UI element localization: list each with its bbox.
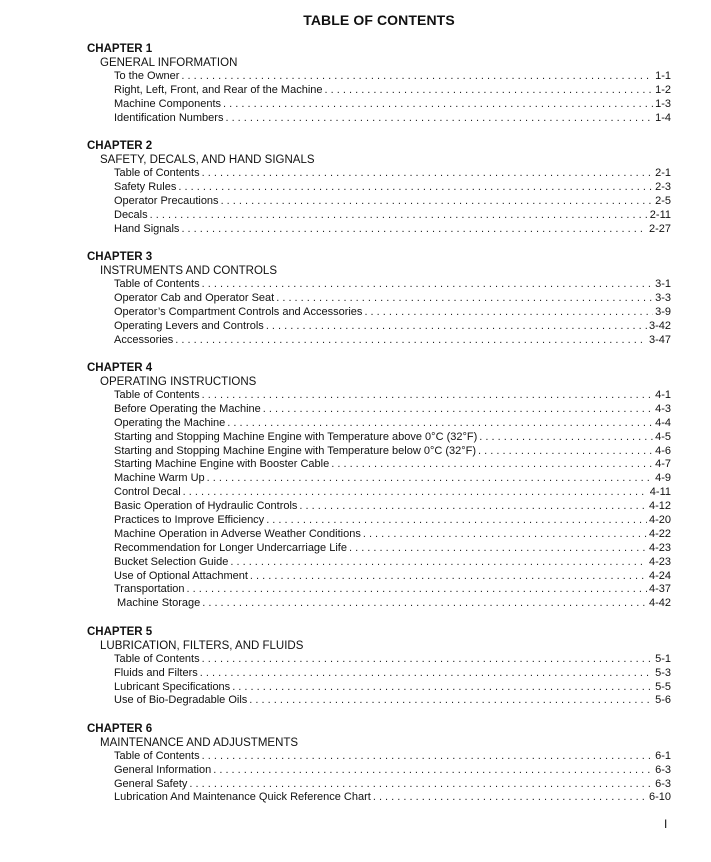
- entry-page: 4-24: [648, 569, 671, 582]
- dot-leader: [223, 98, 653, 112]
- entry-label: Recommendation for Longer Undercarriage Life: [114, 541, 347, 554]
- entry-label: Practices to Improve Efficiency: [114, 513, 265, 526]
- entry-label: Use of Optional Attachment: [114, 569, 248, 582]
- toc-entry[interactable]: [87, 209, 671, 223]
- entry-label: Table of Contents: [114, 167, 200, 180]
- entry-label: Identification Numbers: [114, 111, 224, 124]
- entry-label: Operator Cab and Operator Seat: [114, 291, 275, 304]
- toc-entry[interactable]: [87, 542, 671, 556]
- dot-leader: [227, 417, 653, 431]
- toc-entry[interactable]: [87, 98, 671, 112]
- toc-entry[interactable]: [87, 195, 671, 209]
- dot-leader: [232, 681, 653, 695]
- chapter-label: CHAPTER 1: [87, 43, 153, 55]
- chapter-6: [87, 722, 671, 806]
- toc-entry[interactable]: [87, 583, 671, 597]
- entry-label: Basic Operation of Hydraulic Controls: [114, 500, 298, 513]
- entry-label: To the Owner: [114, 70, 180, 82]
- dot-leader: [178, 181, 653, 195]
- dot-leader: [249, 694, 653, 708]
- entry-page: 4-3: [655, 402, 671, 415]
- entry-label: General Safety: [114, 777, 188, 790]
- entry-page: 6-1: [655, 749, 671, 762]
- dot-leader: [202, 597, 647, 611]
- entry-label: Operator Precautions: [114, 194, 219, 207]
- dot-leader: [202, 167, 653, 181]
- dot-leader: [200, 667, 653, 681]
- entry-page: 3-3: [655, 291, 671, 304]
- entry-page: 6-3: [655, 763, 671, 776]
- toc-entry[interactable]: [87, 791, 671, 805]
- toc-entry[interactable]: [87, 431, 671, 445]
- entry-page: 4-6: [655, 444, 671, 457]
- entry-page: 3-9: [655, 305, 671, 318]
- entry-page: 2-3: [655, 180, 671, 193]
- entry-label: Decals: [114, 208, 148, 221]
- chapter-title: SAFETY, DECALS, AND HAND SIGNALS: [100, 154, 315, 167]
- entry-label: General Information: [114, 763, 212, 776]
- entry-label: Safety Rules: [114, 180, 177, 193]
- dot-leader: [187, 583, 647, 597]
- dot-leader: [213, 764, 653, 778]
- dot-leader: [479, 431, 653, 445]
- entry-label: Operator’s Compartment Controls and Accessories: [114, 305, 363, 318]
- entry-page: 2-11: [649, 208, 671, 221]
- entry-page: 4-7: [655, 458, 671, 471]
- chapter-label: CHAPTER 2: [87, 140, 153, 153]
- dot-leader: [363, 528, 647, 542]
- dot-leader: [331, 458, 653, 472]
- toc-entry[interactable]: [87, 320, 671, 334]
- entry-page: 1-2: [655, 83, 671, 96]
- entry-label: Machine Storage: [114, 597, 201, 610]
- toc-entry[interactable]: [87, 181, 671, 195]
- entry-page: 5-6: [655, 694, 671, 707]
- toc-entry[interactable]: [87, 334, 671, 348]
- toc-entry[interactable]: [87, 70, 671, 84]
- toc-entry[interactable]: [87, 486, 671, 500]
- page-title: TABLE OF CONTENTS: [303, 12, 455, 28]
- entry-page: 1-4: [655, 111, 671, 124]
- chapter-3: [87, 250, 671, 347]
- dot-leader: [276, 292, 653, 306]
- dot-leader: [266, 514, 647, 528]
- chapter-4: [87, 361, 671, 611]
- entry-page: 5-3: [655, 666, 671, 679]
- entry-label: Table of Contents: [114, 749, 200, 762]
- entry-label: Accessories: [114, 333, 174, 346]
- entry-label: Hand Signals: [114, 222, 180, 235]
- chapter-label: CHAPTER 5: [87, 625, 153, 638]
- entry-page: 4-1: [655, 388, 671, 401]
- dot-leader: [175, 334, 647, 348]
- entry-page: 2-27: [648, 222, 671, 235]
- toc-entry[interactable]: [87, 764, 671, 778]
- chapter-title: INSTRUMENTS AND CONTROLS: [100, 265, 277, 278]
- entry-page: 3-47: [648, 333, 671, 346]
- dot-leader: [250, 570, 647, 584]
- toc-entry[interactable]: [87, 750, 671, 764]
- dot-leader: [207, 472, 653, 486]
- toc-entry[interactable]: [87, 389, 671, 403]
- chapter-5: [87, 625, 671, 709]
- dot-leader: [202, 278, 653, 292]
- toc-entry[interactable]: [87, 223, 671, 237]
- entry-page: 6-3: [655, 777, 671, 790]
- dot-leader: [181, 223, 647, 237]
- entry-page: 4-23: [648, 555, 671, 568]
- dot-leader: [349, 542, 647, 556]
- table-of-contents: [87, 42, 671, 819]
- dot-leader: [325, 84, 654, 98]
- dot-leader: [263, 403, 653, 417]
- dot-leader: [364, 306, 653, 320]
- entry-page: 3-1: [655, 278, 671, 291]
- entry-label: Right, Left, Front, and Rear of the Machine: [114, 83, 323, 96]
- entry-label: Table of Contents: [114, 652, 200, 665]
- entry-page: 2-1: [655, 167, 671, 180]
- entry-page: 6-10: [648, 791, 671, 804]
- toc-entry[interactable]: [87, 778, 671, 792]
- entry-page: 4-22: [648, 527, 671, 540]
- entry-label: Before Operating the Machine: [114, 402, 261, 415]
- chapter-label: CHAPTER 6: [87, 722, 153, 735]
- toc-entry[interactable]: [87, 514, 671, 528]
- chapter-2: [87, 139, 671, 236]
- entry-label: Machine Components: [114, 97, 222, 110]
- entry-label: Machine Operation in Adverse Weather Conditions: [114, 527, 361, 540]
- entry-label: Lubrication And Maintenance Quick Reference Chart: [114, 791, 371, 804]
- entry-page: 4-11: [649, 486, 671, 499]
- entry-label: Operating Levers and Controls: [114, 319, 264, 332]
- dot-leader: [221, 195, 654, 209]
- dot-leader: [150, 209, 648, 223]
- dot-leader: [181, 70, 653, 84]
- entry-label: Starting and Stopping Machine Engine with Temperature above 0°C (32°F): [114, 430, 478, 443]
- toc-entry[interactable]: [87, 694, 671, 708]
- chapter-title: MAINTENANCE AND ADJUSTMENTS: [100, 736, 299, 749]
- dot-leader: [183, 486, 648, 500]
- dot-leader: [202, 389, 653, 403]
- entry-page: 1-3: [655, 97, 671, 110]
- entry-label: Control Decal: [114, 486, 181, 499]
- toc-entry[interactable]: [87, 167, 671, 181]
- chapter-label: CHAPTER 3: [87, 251, 153, 264]
- dot-leader: [299, 500, 647, 514]
- entry-label: Use of Bio-Degradable Oils: [114, 694, 248, 707]
- entry-page: 5-5: [655, 680, 671, 693]
- toc-entry[interactable]: [87, 681, 671, 695]
- entry-label: Fluids and Filters: [114, 666, 198, 679]
- entry-page: 4-12: [648, 500, 671, 513]
- entry-page: 4-4: [655, 416, 671, 429]
- entry-page: 4-42: [648, 597, 671, 610]
- toc-entry[interactable]: [87, 278, 671, 292]
- dot-leader: [373, 791, 647, 805]
- toc-entry[interactable]: [87, 403, 671, 417]
- entry-page: 3-42: [648, 319, 671, 332]
- toc-entry[interactable]: [87, 458, 671, 472]
- entry-label: Starting and Stopping Machine Engine with Temperature below 0°C (32°F): [114, 444, 477, 457]
- toc-entry[interactable]: [87, 292, 671, 306]
- dot-leader: [230, 556, 647, 570]
- entry-page: 4-20: [648, 513, 671, 526]
- toc-entry[interactable]: [87, 653, 671, 667]
- toc-entry[interactable]: [87, 597, 671, 611]
- toc-entry[interactable]: [87, 570, 671, 584]
- entry-label: Bucket Selection Guide: [114, 555, 229, 568]
- entry-label: Lubricant Specifications: [114, 680, 231, 693]
- entry-label: Table of Contents: [114, 388, 200, 401]
- entry-page: 4-9: [655, 472, 671, 485]
- toc-entry[interactable]: [87, 306, 671, 320]
- dot-leader: [225, 112, 653, 126]
- toc-entry[interactable]: [87, 500, 671, 514]
- chapter-title: GENERAL INFORMATION: [100, 57, 238, 69]
- entry-label: Table of Contents: [114, 278, 200, 291]
- dot-leader: [202, 653, 653, 667]
- dot-leader: [189, 778, 653, 792]
- entry-label: Machine Warm Up: [114, 472, 205, 485]
- toc-entry[interactable]: [87, 417, 671, 431]
- toc-entry[interactable]: [87, 528, 671, 542]
- entry-page: 4-5: [655, 430, 671, 443]
- entry-page: 1-1: [655, 70, 671, 82]
- toc-entry[interactable]: [87, 472, 671, 486]
- entry-label: Operating the Machine: [114, 416, 226, 429]
- entry-page: 5-1: [655, 652, 671, 665]
- toc-entry[interactable]: [87, 112, 671, 126]
- page-number-marker: I: [664, 817, 668, 831]
- chapter-label: CHAPTER 4: [87, 361, 153, 374]
- entry-label: Starting Machine Engine with Booster Cable: [114, 458, 330, 471]
- toc-entry[interactable]: [87, 556, 671, 570]
- chapter-title: OPERATING INSTRUCTIONS: [100, 375, 257, 388]
- chapter-title: LUBRICATION, FILTERS, AND FLUIDS: [100, 639, 304, 652]
- toc-entry[interactable]: [87, 445, 671, 459]
- chapter-1: [87, 42, 671, 126]
- entry-label: Transportation: [114, 583, 185, 596]
- entry-page: 4-23: [648, 541, 671, 554]
- dot-leader: [266, 320, 647, 334]
- dot-leader: [202, 750, 653, 764]
- toc-entry[interactable]: [87, 84, 671, 98]
- toc-entry[interactable]: [87, 667, 671, 681]
- entry-page: 4-37: [648, 583, 671, 596]
- entry-page: 2-5: [655, 194, 671, 207]
- dot-leader: [478, 445, 653, 459]
